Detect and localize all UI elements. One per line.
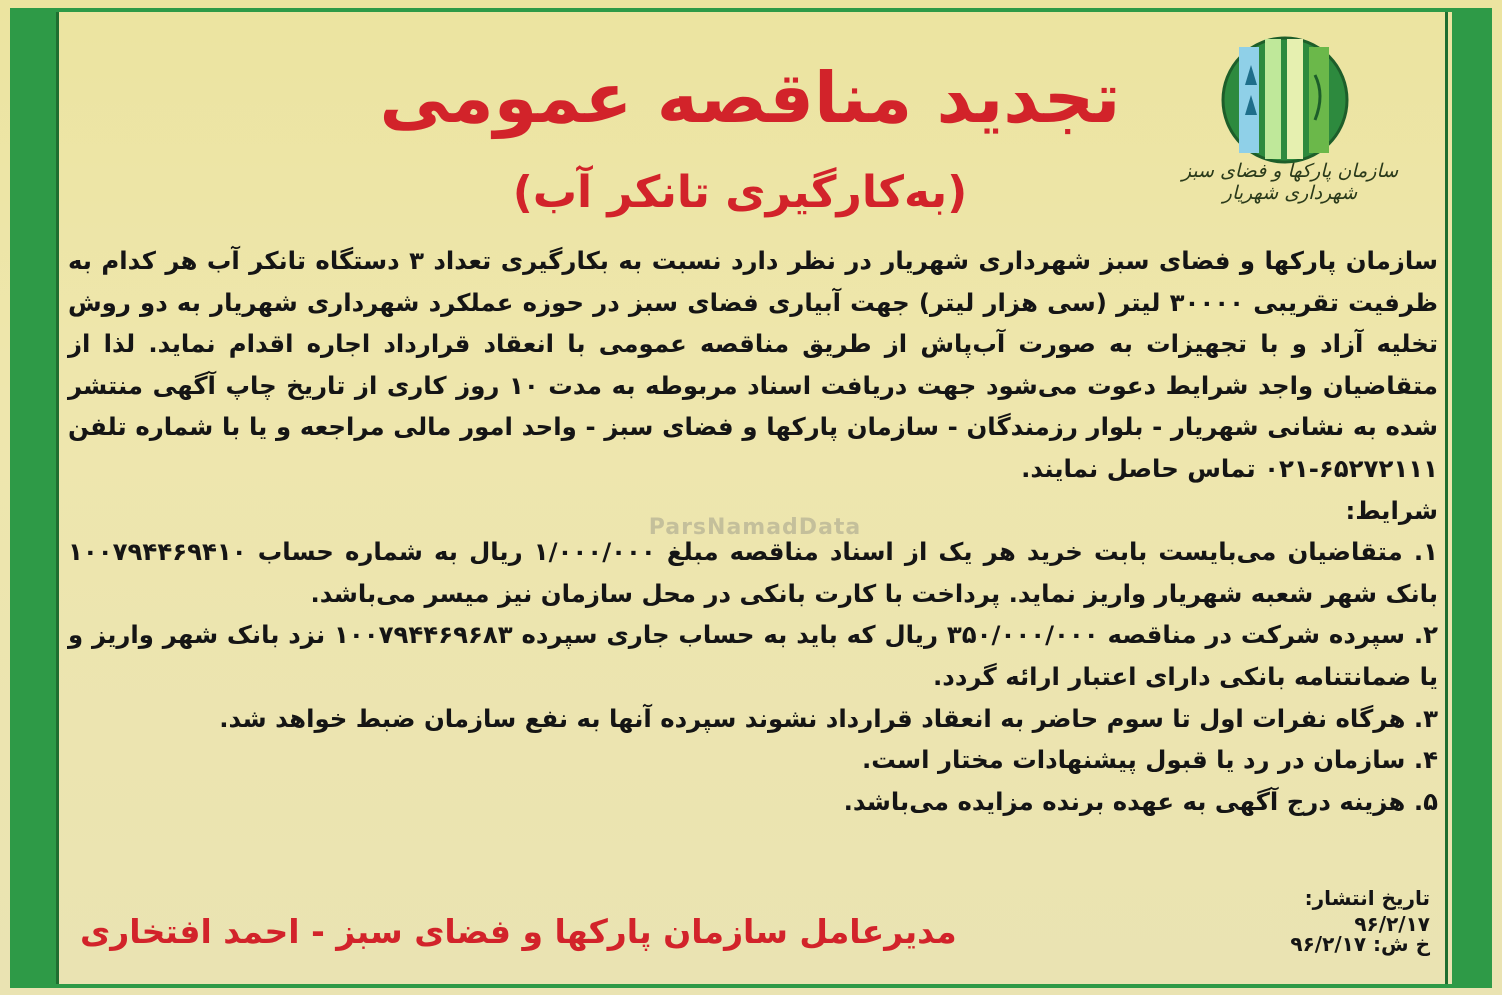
watermark: ParsNamadData bbox=[648, 515, 862, 540]
condition-item: ۲. سپرده شرکت در مناقصه ۳۵۰/۰۰۰/۰۰۰ ریال که باید به حساب جاری سپرده ۱۰۰۷۹۴۴۶۹۶۸۳ نزد بانک شهر واریز و یا ضمانتنامه بانکی دارای اعتبار ارائه گردد. bbox=[68, 620, 1438, 691]
condition-item: ۵. هزینه درج آگهی به عهده برنده مزایده می‌باشد. bbox=[843, 786, 1438, 816]
publish-date-label: تاریخ انتشار: bbox=[1304, 886, 1430, 910]
ad-code-label: خ ش: bbox=[1373, 932, 1430, 956]
page-title: تجدید مناقصه عمومی bbox=[379, 57, 1121, 139]
publish-date bbox=[1305, 885, 1430, 937]
condition-item: ۳. هرگاه نفرات اول تا سوم حاضر به انعقاد قرارداد نشوند سپرده آنها به نفع سازمان ضبط خواهد شد. bbox=[219, 703, 1438, 733]
ad-code-value: ۹۶/۲/۱۷ bbox=[1290, 932, 1367, 956]
ad-code bbox=[1290, 932, 1430, 956]
announcement-body bbox=[68, 240, 1438, 822]
page-subtitle: (به‌کارگیری تانکر آب) bbox=[512, 167, 968, 218]
intro-paragraph: سازمان پارکها و فضای سبز شهرداری شهریار در نظر دارد نسبت به بکارگیری تعداد ۳ دستگاه تانکر آب هر کدام به ظرفیت تقریبی ۳۰۰۰۰ لیتر (سی هزار لیتر) جهت آبیاری فضای سبز در حوزه عملکرد شهرداری شهریار به دو روش تخلیه آزاد و با تجهیزات به صورت آب‌پاش از طریق مناقصه عمومی با انعقاد قرارداد اجاره اقدام نماید. لذا از متقاضیان واجد شرایط دعوت می‌شود جهت دریافت اسناد مربوطه به مدت ۱۰ روز کاری از تاریخ چاپ آگهی منتشر شده به نشانی شهریار - بلوار رزمندگان - سازمان پارکها و فضای سبز - واحد امور مالی مراجعه و یا با شماره تلفن ۶۵۲۷۲۱۱۱-۰۲۱ تماس حاصل نمایند. bbox=[68, 246, 1438, 483]
publish-date-value: ۹۶/۲/۱۷ bbox=[1354, 912, 1430, 936]
logo-caption: سازمان پارکها و فضای سبز شهرداری شهریار bbox=[1181, 160, 1399, 204]
condition-item: ۴. سازمان در رد یا قبول پیشنهادات مختار است. bbox=[862, 745, 1438, 775]
condition-item: ۱. متقاضیان می‌بایست بابت خرید هر یک از اسناد مناقصه مبلغ ۱/۰۰۰/۰۰۰ ریال به شماره حساب ۱۰۰۷۹۴۴۶۹۴۱۰ بانک شهر شعبه شهریار واریز نماید. پرداخت با کارت بانکی در محل سازمان نیز میسر می‌باشد. bbox=[68, 537, 1438, 608]
conditions-label: شرایط: bbox=[1345, 495, 1438, 525]
signature: مدیرعامل سازمان پارکها و فضای سبز - احمد افتخاری bbox=[80, 912, 957, 951]
